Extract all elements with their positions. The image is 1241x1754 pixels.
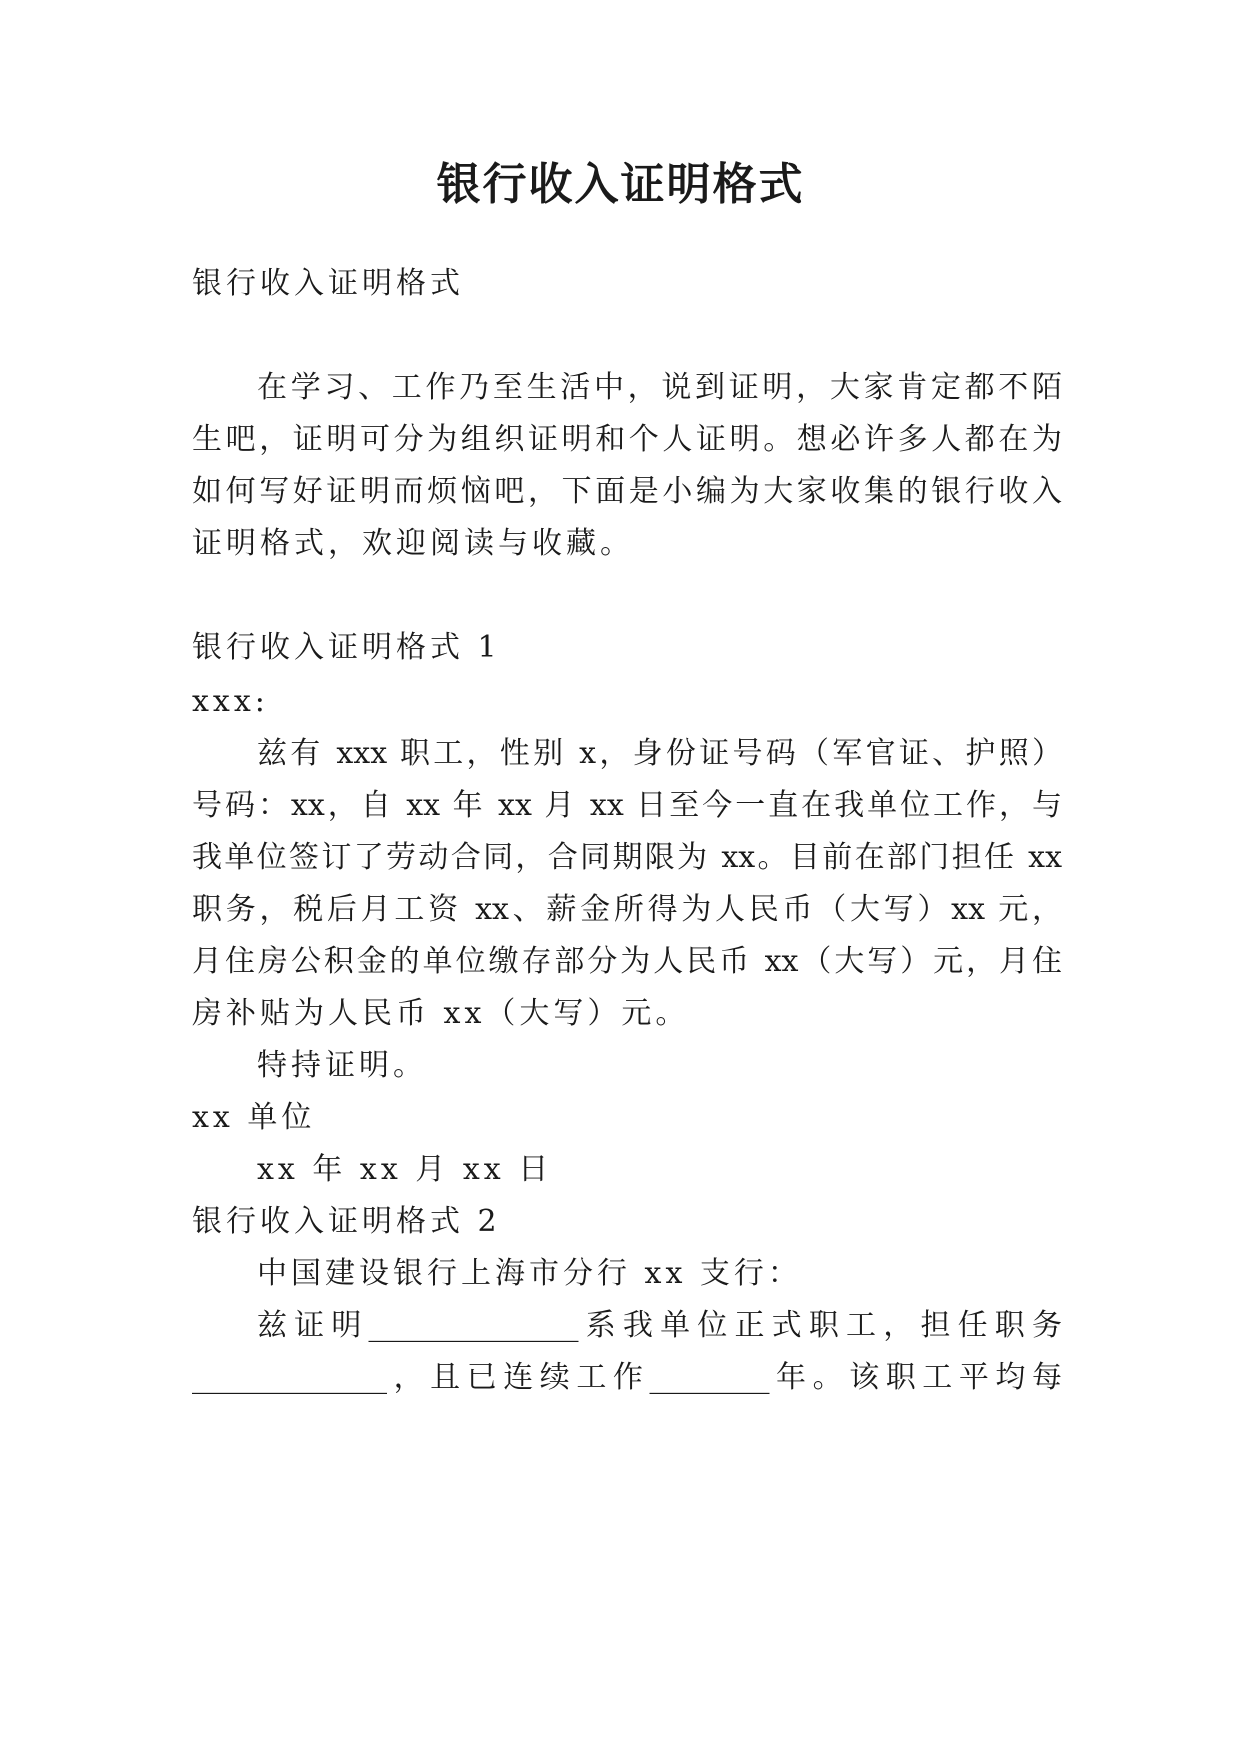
section1-closing: 特持证明。 bbox=[257, 1048, 427, 1083]
section2-salutation: 中国建设银行上海市分行 xx 支行： bbox=[257, 1256, 802, 1291]
section2-body-line: 兹证明______________系我单位正式职工，担任职务 bbox=[257, 1308, 1062, 1343]
document-title: 银行收入证明格式 bbox=[436, 159, 805, 210]
section1-body-line: 职务，税后月工资 xx、薪金所得为人民币（大写）xx 元， bbox=[192, 892, 1062, 927]
section1-body-line: 房补贴为人民币 xx（大写）元。 bbox=[192, 996, 690, 1031]
section1-date: xx 年 xx 月 xx 日 bbox=[257, 1152, 553, 1187]
section1-unit: xx 单位 bbox=[192, 1100, 316, 1135]
intro-line: 生吧，证明可分为组织证明和个人证明。想必许多人都在为 bbox=[192, 422, 1062, 457]
section1-body-line: 我单位签订了劳动合同，合同期限为 xx。目前在部门担任 xx bbox=[192, 840, 1062, 875]
section1-body-line: 月住房公积金的单位缴存部分为人民币 xx（大写）元，月住 bbox=[192, 944, 1062, 979]
intro-line: 在学习、工作乃至生活中，说到证明，大家肯定都不陌 bbox=[257, 370, 1062, 405]
section2-heading: 银行收入证明格式 2 bbox=[192, 1204, 501, 1239]
section2-body-line: _____________，且已连续工作________年。该职工平均每 bbox=[192, 1360, 1062, 1395]
section1-body-line: 号码：xx，自 xx 年 xx 月 xx 日至今一直在我单位工作，与 bbox=[192, 788, 1062, 823]
document-subtitle: 银行收入证明格式 bbox=[192, 266, 464, 301]
intro-line: 如何写好证明而烦恼吧，下面是小编为大家收集的银行收入 bbox=[192, 474, 1062, 509]
section1-salutation: xxx: bbox=[192, 684, 269, 719]
intro-line: 证明格式，欢迎阅读与收藏。 bbox=[192, 526, 634, 561]
section1-body-line: 兹有 xxx 职工，性别 x，身份证号码（军官证、护照） bbox=[257, 736, 1062, 771]
section1-heading: 银行收入证明格式 1 bbox=[192, 630, 501, 665]
